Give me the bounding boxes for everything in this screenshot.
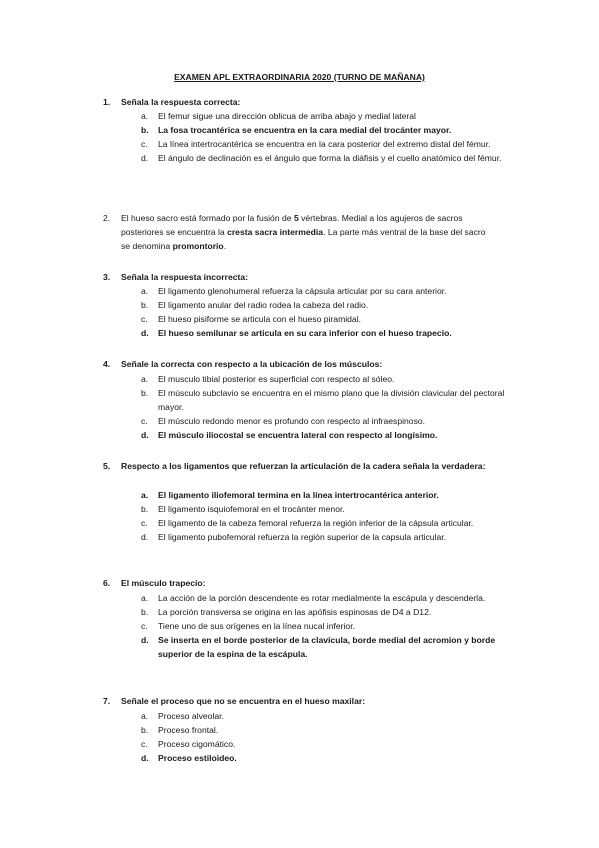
option-letter: a. (141, 490, 149, 500)
option-letter: d. (141, 328, 149, 338)
option-item (0, 723, 599, 737)
question-text-part: . (223, 241, 227, 251)
option-text: El musculo tibial posterior es superficial con respecto al sóleo. (158, 374, 395, 384)
option-item-correct (0, 751, 599, 765)
option-letter: c. (141, 139, 148, 149)
option-text: El músculo iliocostal se encuentra lateral con respecto al longísimo. (158, 430, 438, 440)
question-text: Respecto a los ligamentos que refuerzan la articulación de la cadera señala la verdadera: (121, 461, 486, 471)
question-text: Señale el proceso que no se encuentra en el hueso maxilar: (121, 696, 366, 706)
question-text-part: El hueso sacro está formado por la fusión de (121, 213, 294, 223)
question-number: 3. (103, 272, 111, 282)
option-letter: d. (141, 430, 149, 440)
option-text: El ligamento anular del radio rodea la cabeza del radio. (158, 300, 369, 310)
option-item-correct (0, 633, 599, 661)
option-letter: d. (141, 532, 149, 542)
question-text: Señala la respuesta correcta: (121, 97, 241, 107)
option-item (0, 709, 599, 723)
question-text: El músculo trapecio: (121, 578, 206, 588)
option-text: Proceso frontal. (158, 725, 219, 735)
option-item (0, 591, 599, 605)
option-letter: a. (141, 711, 149, 721)
option-item (0, 372, 599, 386)
option-item (0, 151, 599, 165)
option-item (0, 516, 599, 530)
option-letter: c. (141, 314, 148, 324)
option-letter: b. (141, 725, 149, 735)
option-item (0, 737, 599, 751)
question-number: 6. (103, 578, 111, 588)
option-text: Proceso alveolar. (158, 711, 224, 721)
option-text: El hueso pisiforme se articula con el hueso piramidal. (158, 314, 362, 324)
option-text: El ángulo de declinación es el ángulo que forma la diáfisis y el cuello anatómico del fémur. (158, 153, 502, 163)
option-letter: a. (141, 111, 149, 121)
option-letter: d. (141, 153, 149, 163)
option-text: Proceso estiloideo. (158, 753, 237, 763)
option-item (0, 386, 599, 414)
answer-blank: promontorio (172, 241, 224, 251)
question-2 (103, 211, 493, 253)
option-letter: b. (141, 504, 149, 514)
option-text: La línea intertrocantérica se encuentra en la cara posterior del extremo distal del fémur. (158, 139, 491, 149)
option-letter: b. (141, 125, 149, 135)
option-letter: c. (141, 518, 148, 528)
question-text: Señala la respuesta incorrecta: (121, 272, 249, 282)
option-letter: d. (141, 753, 149, 763)
question-text-part: vértebras. Medial a los agujeros de sacros posteriores se encuentra la (121, 213, 463, 237)
option-item (0, 414, 599, 428)
question-text-part: . La parte más ventral de la base del sacro se denomina (121, 227, 486, 251)
option-text: El ligamento isquiofemoral en el trocánter menor. (158, 504, 345, 514)
option-text: La fosa trocantérica se encuentra en la cara medial del trocánter mayor. (158, 125, 452, 135)
option-letter: d. (141, 635, 149, 645)
option-item (0, 605, 599, 619)
option-text: El músculo subclavio se encuentra en el mismo plano que la división clavicular del pectoral mayor. (158, 388, 505, 412)
option-letter: b. (141, 607, 149, 617)
option-item (0, 619, 599, 633)
option-text: El femur sigue una dirección oblicua de arriba abajo y medial lateral (158, 111, 416, 121)
option-item-correct (0, 326, 599, 340)
option-text: Proceso cigomático. (158, 739, 236, 749)
option-text: Se inserta en el borde posterior de la clavícula, borde medial del acromion y borde superior de la espina de la escápula. (158, 635, 496, 659)
option-item (0, 530, 599, 544)
question-number: 4. (103, 359, 111, 369)
option-letter: a. (141, 286, 149, 296)
option-letter: c. (141, 739, 148, 749)
option-letter: b. (141, 300, 149, 310)
option-item (0, 312, 599, 326)
question-number: 5. (103, 461, 111, 471)
question-3-options (0, 284, 599, 340)
question-number: 1. (103, 97, 111, 107)
option-item (0, 502, 599, 516)
question-4-options (0, 372, 599, 442)
option-text: El ligamento pubofemoral refuerza la región superior de la capsula articular. (158, 532, 447, 542)
option-item (0, 109, 599, 123)
option-item (0, 284, 599, 298)
question-1-options (0, 109, 599, 165)
answer-blank: 5 (293, 213, 299, 223)
option-letter: c. (141, 416, 148, 426)
question-6-options (0, 591, 599, 661)
option-text: Tiene uno de sus orígenes en la línea nucal inferior. (158, 621, 355, 631)
question-5-options (0, 488, 599, 544)
exam-title: EXAMEN APL EXTRAORDINARIA 2020 (TURNO DE MAÑANA) (174, 72, 425, 82)
option-text: El ligamento iliofemoral termina en la línea intertrocantérica anterior. (158, 490, 439, 500)
option-item-correct (0, 428, 599, 442)
option-text: La porción transversa se origina en las apófisis espinosas de D4 a D12. (158, 607, 432, 617)
question-text: Señale la correcta con respecto a la ubicación de los músculos: (121, 359, 383, 369)
question-number: 7. (103, 696, 111, 706)
option-item (0, 137, 599, 151)
option-text: El ligamento glenohumeral refuerza la cápsula articular por su cara anterior. (158, 286, 447, 296)
question-7-options (0, 709, 599, 765)
option-letter: a. (141, 593, 149, 603)
option-text: El músculo redondo menor es profundo con respecto al infraespinoso. (158, 416, 426, 426)
option-text: El ligamento de la cabeza femoral refuerza la región inferior de la cápsula articular. (158, 518, 474, 528)
option-item-correct (0, 488, 599, 502)
option-letter: a. (141, 374, 149, 384)
answer-blank: cresta sacra intermedia (227, 227, 324, 237)
question-number: 2. (103, 213, 111, 223)
option-text: La acción de la porción descendente es rotar medialmente la escápula y descenderla. (158, 593, 486, 603)
option-letter: c. (141, 621, 148, 631)
option-text: El hueso semilunar se articula en su cara inferior con el hueso trapecio. (158, 328, 452, 338)
option-letter: b. (141, 388, 149, 398)
option-item (0, 298, 599, 312)
option-item-correct (0, 123, 599, 137)
